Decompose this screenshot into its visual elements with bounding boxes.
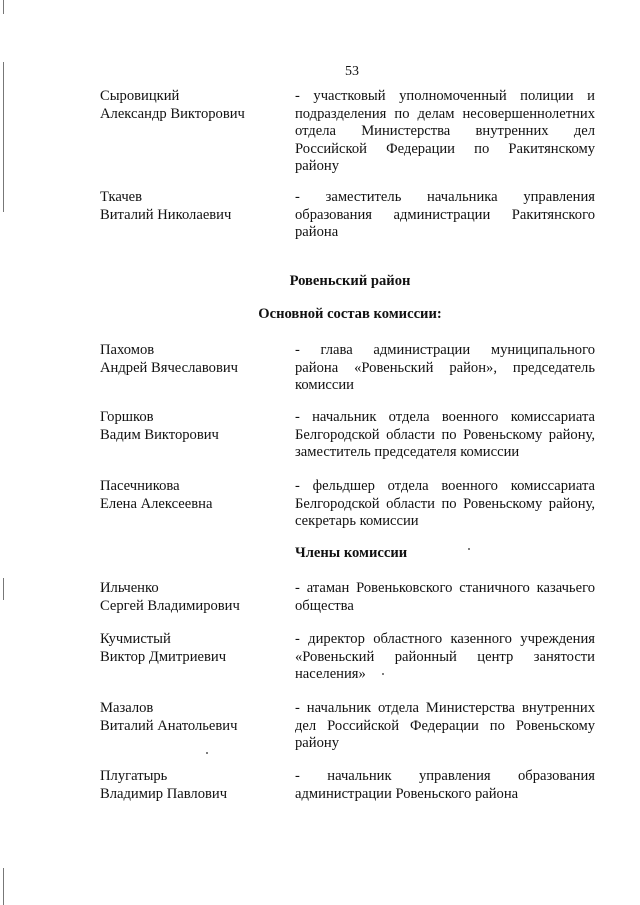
member-position	[295, 580, 595, 615]
member-surname: Сыровицкий	[100, 88, 180, 104]
member-name	[100, 631, 280, 666]
position-line: района «Ровеньский район», председатель	[295, 359, 595, 376]
member-position	[295, 631, 595, 684]
scan-edge-mark-top	[3, 0, 4, 14]
position-line: - начальник управления образования	[295, 768, 595, 784]
main-composition-title: Основной состав комиссии:	[258, 306, 442, 322]
member-name	[100, 189, 280, 224]
member-surname: Ильченко	[100, 580, 159, 596]
position-line: - атаман Ровеньковского станичного казачьего	[295, 580, 595, 596]
member-position	[295, 478, 595, 531]
member-given-name: Елена Алексеевна	[100, 495, 213, 512]
scan-edge-mark-left	[3, 62, 4, 212]
member-name	[100, 409, 280, 444]
position-line: отдела Министерства внутренних дел	[295, 123, 595, 139]
member-name	[100, 580, 280, 615]
position-line: - глава администрации муниципального	[295, 342, 595, 358]
position-line: Российской Федерации по Ракитянскому	[295, 140, 595, 157]
scan-edge-mark-bottom	[3, 868, 4, 905]
member-given-name: Вадим Викторович	[100, 426, 219, 443]
position-line: заместитель председателя комиссии	[295, 444, 520, 460]
member-name	[100, 768, 280, 803]
page-number: 53	[345, 64, 359, 79]
member-position	[295, 768, 595, 803]
position-line: дел Российской Федерации по Ровеньскому	[295, 717, 595, 734]
member-surname: Плугатырь	[100, 768, 168, 784]
position-line: «Ровеньский районный центр занятости	[295, 648, 595, 665]
position-line: секретарь комиссии	[295, 513, 419, 529]
position-line: - начальник отдела Министерства внутренних	[295, 700, 595, 716]
member-given-name: Андрей Вячеславович	[100, 359, 238, 376]
position-line: - участковый уполномоченный полиции и	[295, 88, 595, 104]
member-given-name: Владимир Павлович	[100, 785, 228, 802]
member-given-name: Сергей Владимирович	[100, 597, 240, 614]
position-line: подразделения по делам несовершеннолетних	[295, 105, 595, 122]
member-surname: Мазалов	[100, 700, 154, 716]
member-name	[100, 88, 280, 123]
member-given-name: Виталий Николаевич	[100, 206, 232, 223]
position-line: - заместитель начальника управления	[295, 189, 595, 205]
member-name	[100, 478, 280, 513]
member-given-name: Виталий Анатольевич	[100, 717, 238, 734]
district-title: Ровеньский район	[289, 273, 411, 289]
position-line: администрации Ровеньского района	[295, 785, 519, 802]
member-name	[100, 342, 280, 377]
member-position	[295, 342, 595, 395]
member-position	[295, 189, 595, 242]
member-position	[295, 88, 595, 176]
member-position	[295, 409, 595, 462]
member-surname: Ткачев	[100, 189, 143, 205]
member-surname: Пахомов	[100, 342, 155, 358]
position-line: Белгородской области по Ровеньскому району,	[295, 495, 595, 512]
member-given-name: Александр Викторович	[100, 105, 245, 122]
position-line: общества	[295, 597, 354, 614]
position-line: - начальник отдела военного комиссариата	[295, 409, 595, 425]
position-line: - директор областного казенного учреждения	[295, 631, 595, 647]
member-surname: Пасечникова	[100, 478, 180, 494]
member-given-name: Виктор Дмитриевич	[100, 648, 227, 665]
member-surname: Кучмистый	[100, 631, 171, 647]
member-surname: Горшков	[100, 409, 154, 425]
scan-speck	[206, 752, 208, 754]
members-title: Члены комиссии	[295, 545, 408, 561]
position-line: - фельдшер отдела военного комиссариата	[295, 478, 595, 494]
position-line: району	[295, 735, 339, 751]
position-line: образования администрации Ракитянского	[295, 206, 595, 223]
member-name	[100, 700, 280, 735]
scan-edge-mark-mid	[3, 578, 4, 600]
member-position	[295, 700, 595, 753]
position-line: Белгородской области по Ровеньскому району,	[295, 426, 595, 443]
position-line: населения»	[295, 666, 366, 682]
position-line: району	[295, 158, 339, 174]
position-line: комиссии	[295, 377, 354, 393]
position-line: района	[295, 224, 339, 240]
